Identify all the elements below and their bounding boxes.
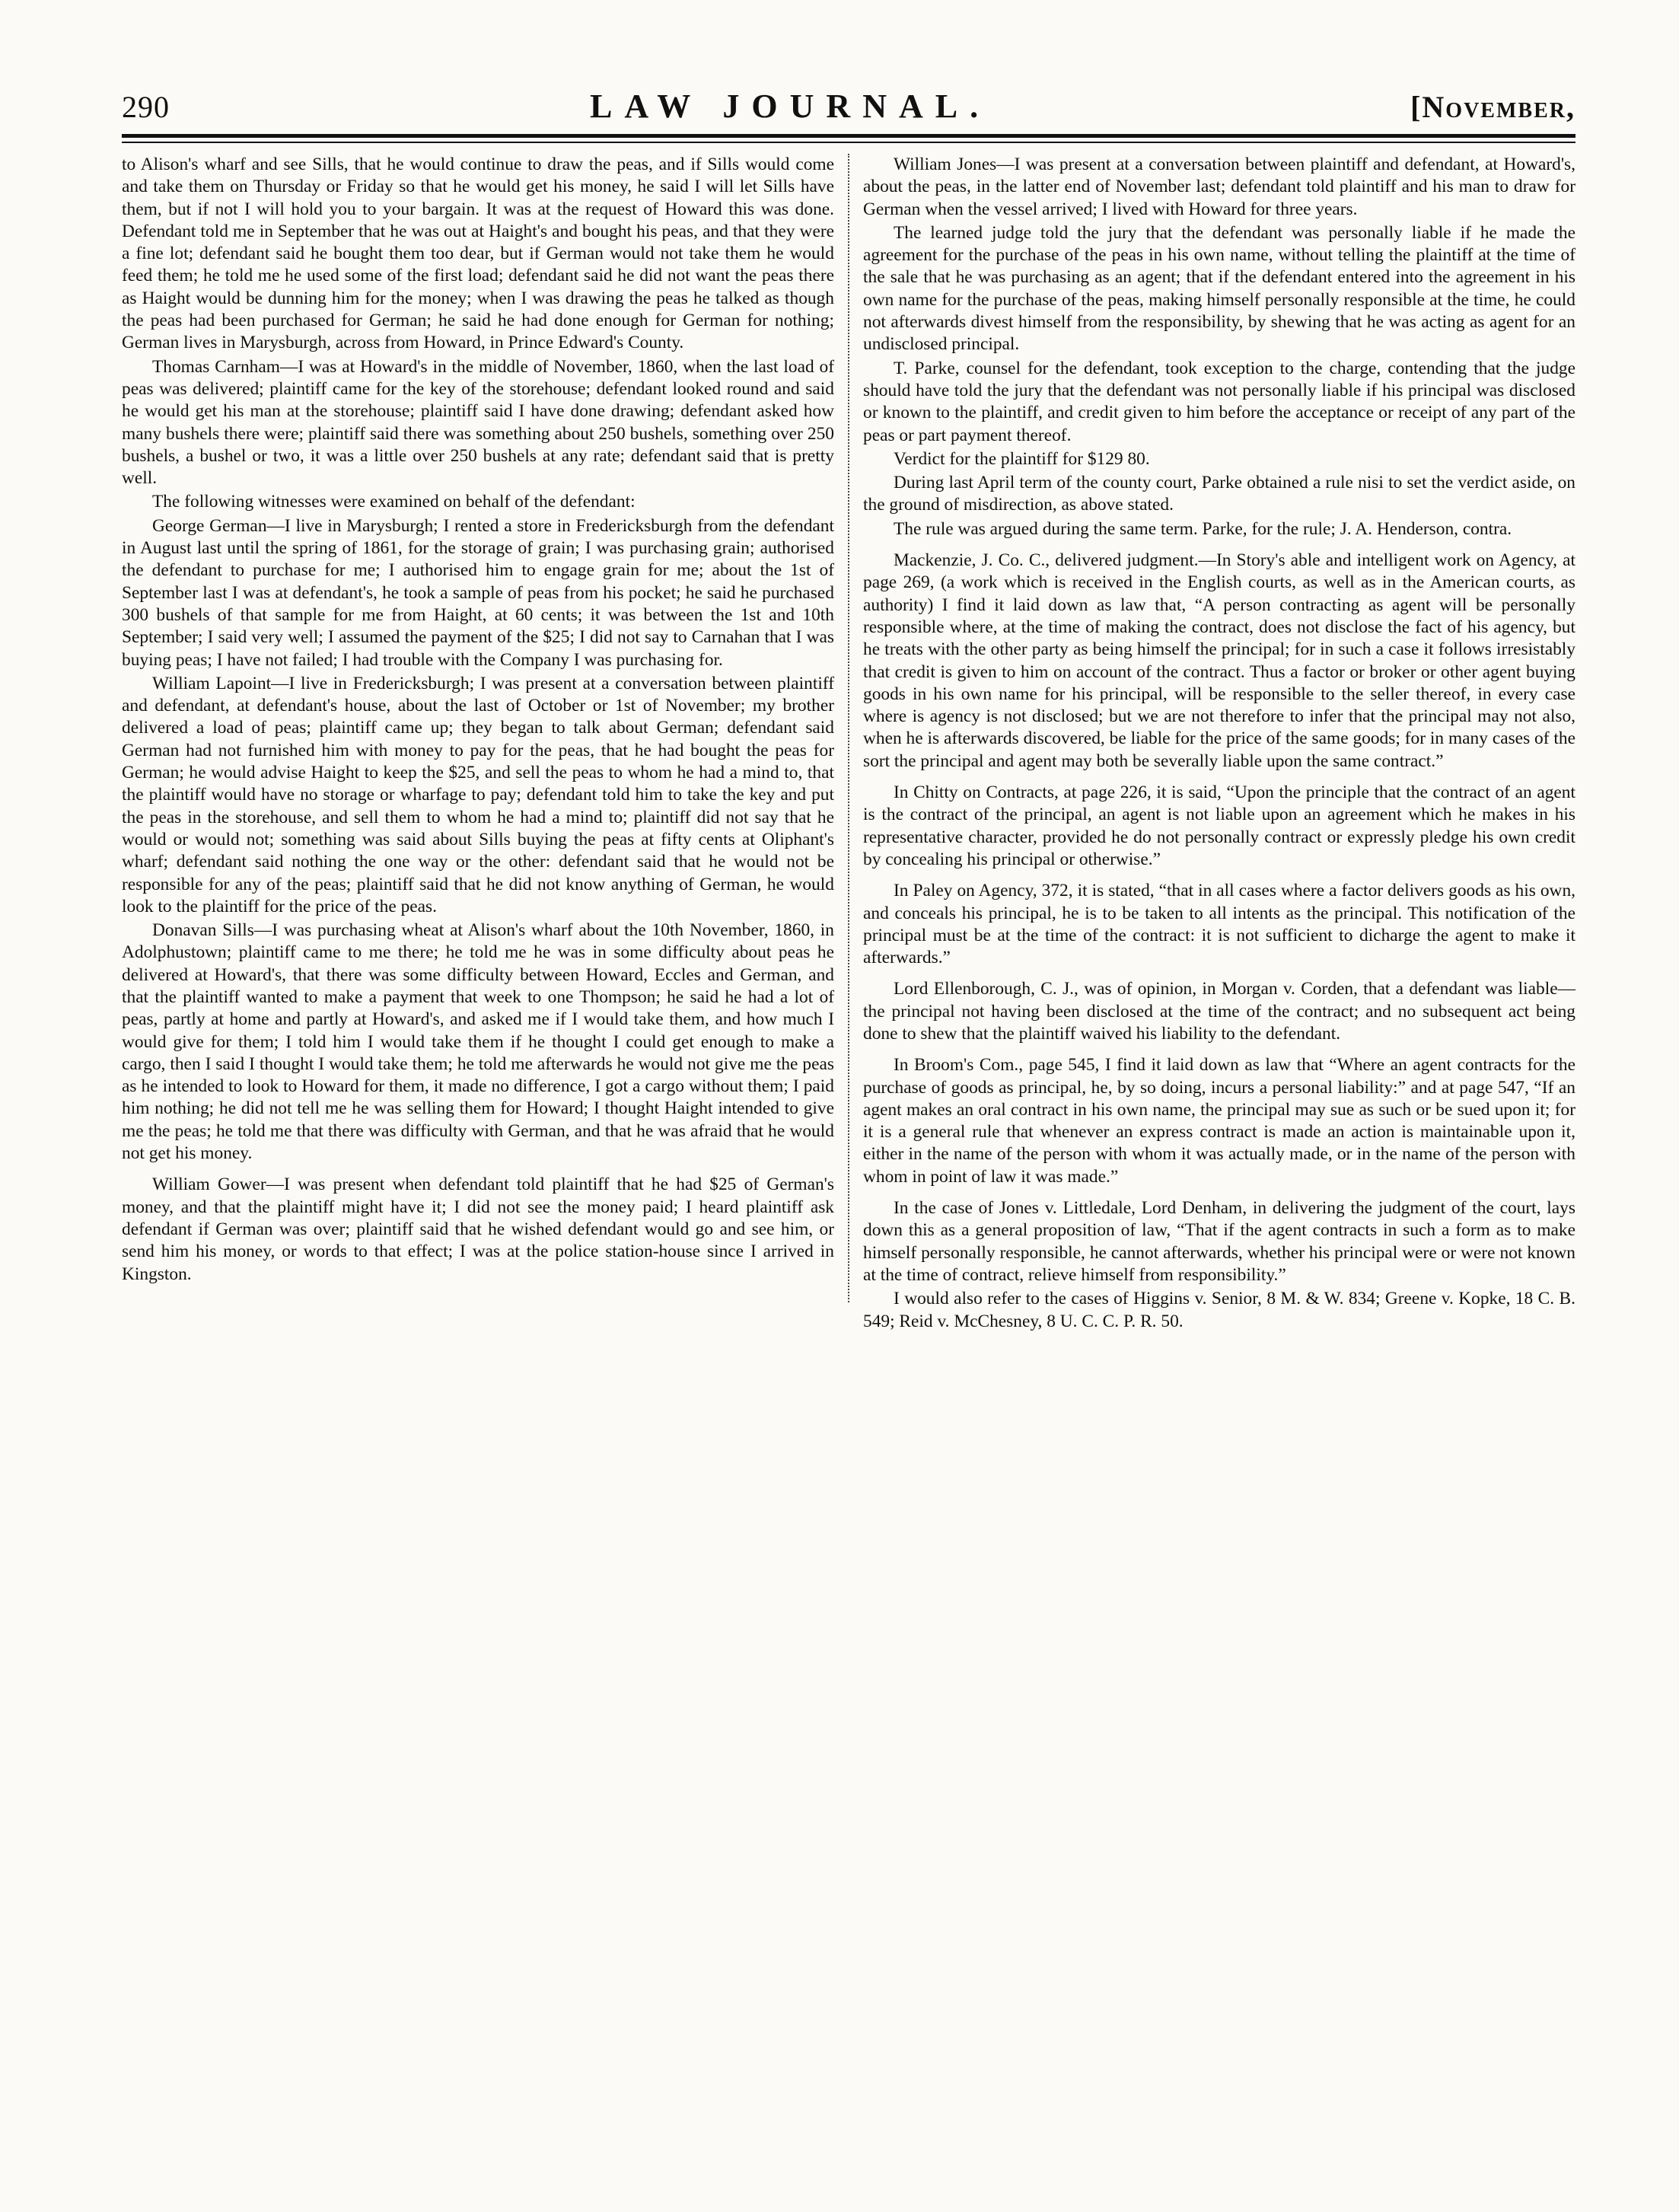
paragraph: William Gower—I was present when defendant told plaintiff that he had $25 of German's money, and that the plaintiff might have it; I did not see the money paid; I heard plaintiff ask defendant if German was over; plaintiff said that he wished defendant would go and see him, or send him his money, or words to that effect; I was at the police station-house since I arrived in Kingston. bbox=[122, 1175, 834, 1284]
paragraph: Verdict for the plaintiff for $129 80. bbox=[894, 448, 1150, 469]
right-column bbox=[863, 154, 1575, 1333]
paragraph: Lord Ellenborough, C. J., was of opinion, in Morgan v. Corden, that a defendant was liable—the principal not having been disclosed at the time of the contract; and no subsequent act being done to shew that the plaintiff waived his liability to the defendant. bbox=[863, 979, 1575, 1044]
header-rule-thick bbox=[122, 134, 1575, 138]
page-number: 290 bbox=[122, 90, 170, 124]
paragraph: In Chitty on Contracts, at page 226, it is said, “Upon the principle that the contract of an agent is the contract of the principal, an agent is not liable upon an agreement which he makes in his representative character, provided he do not personally contract or expressly pledge his own credit by concealing his principal or otherwise.” bbox=[863, 782, 1575, 869]
paragraph: The rule was argued during the same term. Parke, for the rule; J. A. Henderson, contra. bbox=[894, 518, 1512, 539]
paragraph: William Jones—I was present at a conversation between plaintiff and defendant, at Howard's, about the peas, in the latter end of November last; defendant told plaintiff and his man to draw for German when the vessel arrived; I lived with Howard for three years. bbox=[863, 155, 1575, 219]
paragraph: The learned judge told the jury that the defendant was personally liable if he made the agreement for the purchase of the peas in his own name, without telling the plaintiff at the time of the sale that he was purchasing as an agent; that if the defendant entered into the agreement in his own name for the purchase of the peas, making himself personally responsible at the time, he could not afterwards divest himself from the responsibility, by shewing that he was acting as agent for an undisclosed principal. bbox=[863, 222, 1575, 355]
paragraph: T. Parke, counsel for the defendant, took exception to the charge, contending that the judge should have told the jury that the defendant was not personally liable if his principal was disclosed or known to the plaintiff, and credit given to him before the acceptance or receipt of any part of the peas or part payment thereof. bbox=[863, 358, 1575, 445]
paragraph: In the case of Jones v. Littledale, Lord Denham, in delivering the judgment of the court, lays down this as a general proposition of law, “That if the agent contracts in such a form as to make himself personally responsible, he cannot afterwards, whether his principal were or were not known at the time of contract, relieve himself from responsibility.” bbox=[863, 1198, 1575, 1285]
paragraph: Thomas Carnham—I was at Howard's in the middle of November, 1860, when the last load of peas was delivered; plaintiff came for the key of the storehouse; defendant looked round and said he would get his man at the storehouse; plaintiff said I have done drawing; defendant asked how many bushels there were; plaintiff said there was something about 250 bushels, something over 250 bushels, a bushel or two, it was a little over 250 bushels at any rate; defendant said that is pretty well. bbox=[122, 356, 834, 489]
issue-month: [November, bbox=[1410, 90, 1575, 124]
paragraph: George German—I live in Marysburgh; I rented a store in Fredericksburgh from the defendant in August last until the spring of 1861, for the storage of grain; I was purchasing grain; authorised the defendant to purchase for me; I authorised him to engage grain for me; about the 1st of September last I was at defendant's, he took a sample of peas from his pocket; he said he purchased 300 bushels of that sample for me from Haight, at 60 cents; it was between the 1st and 10th September; I said very well; I assumed the payment of the $25; I did not say to Carnahan that I was buying peas; I have not failed; I had trouble with the Company I was purchasing for. bbox=[122, 515, 834, 670]
paragraph: Mackenzie, J. Co. C., delivered judgment.—In Story's able and intelligent work on Agency, at page 269, (a work which is received in the English courts, as well as in the American courts, as authority) I find it laid down as law that, “A person contracting as agent will be personally responsible where, at the time of making the contract, does not disclose the fact of his agency, but he treats with the other party as being himself the principal; for in such a case it follows irresistably that credit is given to him on account of the contract. Thus a factor or broker or other agent buying goods in his own name for his principal, will be responsible to the seller thereof, in every case where is agency is not disclosed; but we are not therefore to infer that the principal may not also, when he is afterwards discovered, be liable for the price of the same goods; for in many cases of the sort the principal and agent may both be severally liable upon the same contract.” bbox=[863, 550, 1575, 771]
page-header bbox=[122, 84, 1575, 129]
paragraph: I would also refer to the cases of Higgins v. Senior, 8 M. & W. 834; Greene v. Kopke, 18 C. B. 549; Reid v. McChesney, 8 U. C. C. P. R. 50. bbox=[863, 1289, 1575, 1331]
header-rule-thin bbox=[122, 142, 1575, 143]
paragraph: to Alison's wharf and see Sills, that he would continue to draw the peas, and if Sills would come and take them on Thursday or Friday so that he would get his money, he said I will let Sills have them, but if not I will hold you to your bargain. It was at the request of Howard this was done. Defendant told me in September that he was out at Haight's and bought his peas, and that they were a fine lot; defendant said he bought them too dear, but if German would not take them he would feed them; he told me he used some of the first load; defendant said he did not want the peas there as Haight would be dunning him for the money; when I was drawing the peas he talked as though the peas had been purchased for German; he said he had done enough for German for nothing; German lives in Marysburgh, across from Howard, in Prince Edward's County. bbox=[122, 155, 834, 353]
paragraph: Donavan Sills—I was purchasing wheat at Alison's wharf about the 10th November, 1860, in Adolphustown; plaintiff came to me there; he told me he was in some difficulty about peas he delivered at Howard's, that there was some difficulty between Howard, Eccles and German, and that the plaintiff wanted to make a payment that week to one Thompson; he said he had a lot of peas, partly at home and partly at Howard's, and asked me if I would take them, and how much I would give for them; I told him I would take them if he thought I could get enough to make a cargo, then I said I thought I would take them; he told me afterwards he would not give me the peas as he intended to look to Howard for them, it made no difference, I got a cargo without them; I paid him nothing; he did not tell me he was selling them for Howard; I thought Haight intended to give me the peas; he told me that there was difficulty with German, and that he was afraid that he would not get his money. bbox=[122, 920, 834, 1164]
left-column bbox=[122, 154, 834, 1333]
paragraph: In Broom's Com., page 545, I find it laid down as law that “Where an agent contracts for the purchase of goods as principal, he, by so doing, incurs a personal liability:” and at page 547, “If an agent makes an oral contract in his own name, the principal may sue as such or be sued upon it; for it is a general rule that whenever an express contract is made an action is maintainable upon it, either in the name of the person with whom it was actually made, or in the name of the person with whom in point of law it was made.” bbox=[863, 1055, 1575, 1187]
text-columns bbox=[122, 154, 1575, 1333]
paragraph: During last April term of the county court, Parke obtained a rule nisi to set the verdict aside, on the ground of misdirection, as above stated. bbox=[863, 473, 1575, 515]
paragraph: In Paley on Agency, 372, it is stated, “that in all cases where a factor delivers goods as his own, and conceals his principal, he is to be taken to all intents as the principal. This notification of the principal must be at the time of the contract: it is not sufficient to dicharge the agent to make it afterwards.” bbox=[863, 881, 1575, 968]
paragraph: The following witnesses were examined on behalf of the defendant: bbox=[152, 492, 636, 512]
journal-title: LAW JOURNAL. bbox=[589, 88, 991, 125]
paragraph: William Lapoint—I live in Fredericksburgh; I was present at a conversation between plaintiff and defendant, at defendant's house, about the last of October or 1st of November; my brother delivered a load of peas; plaintiff came up; they began to talk about German; defendant said German had not furnished him with money to pay for the peas, that he had bought the peas for German; he would advise Haight to keep the $25, and sell the peas to whom he had a mind to, that the plaintiff would have no storage or wharfage to pay; defendant told him to take the key and put the peas in the storehouse, and sell them to whom he had a mind to; plaintiff did not say that he would or would not; something was said about Sills buying the peas at fifty cents at Oliphant's wharf; defendant said nothing the one way or the other: defendant said that he would not be responsible for any of the peas; plaintiff said that he did not know anything of German, he would look to the plaintiff for the price of the peas. bbox=[122, 673, 834, 916]
